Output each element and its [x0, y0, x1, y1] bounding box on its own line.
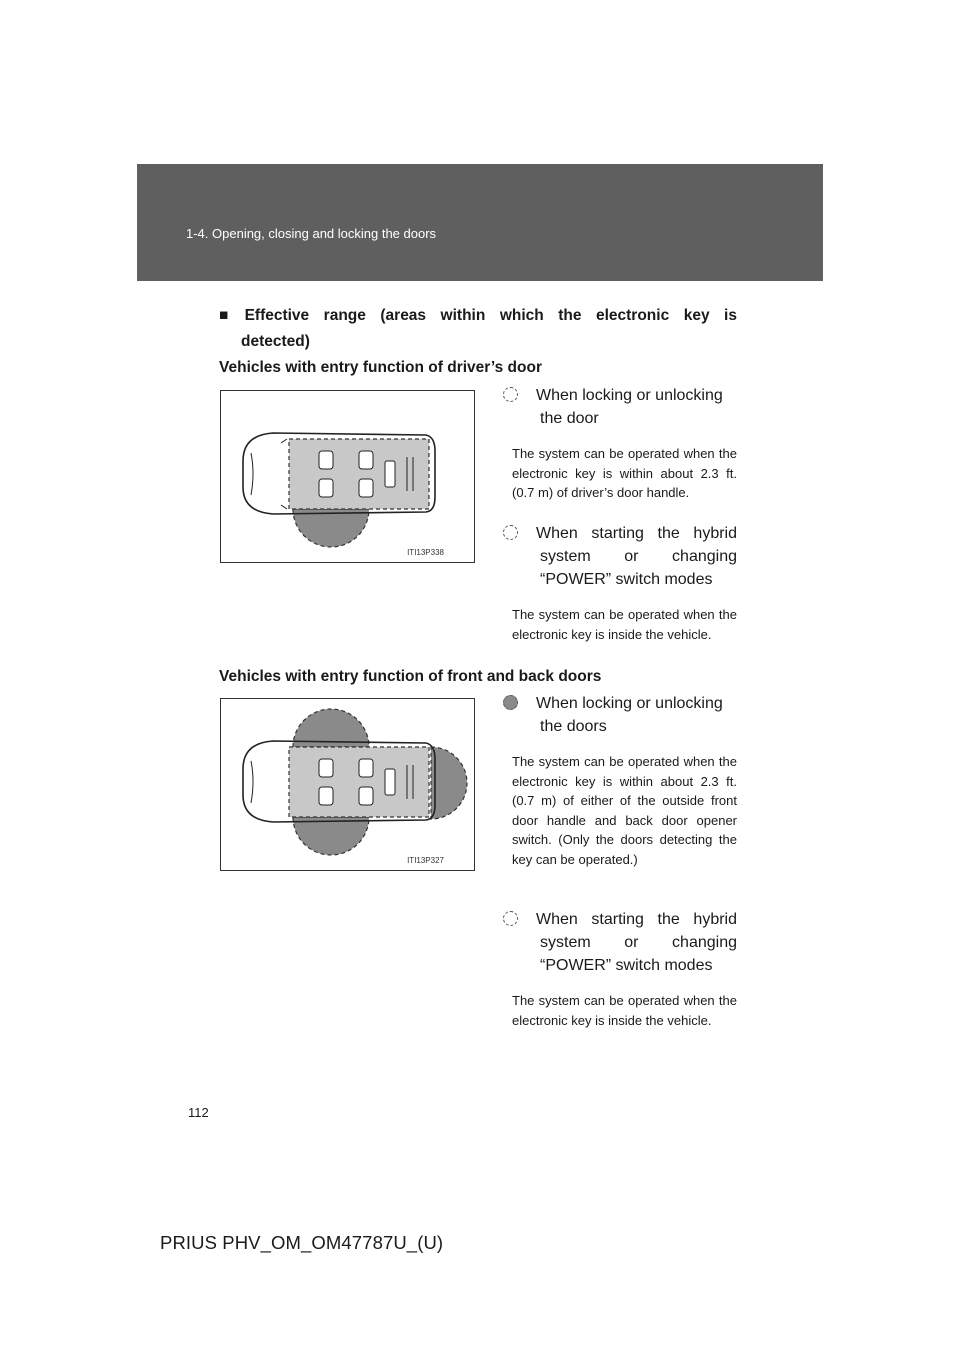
item-title: When starting the hybrid system or changing “POWER” switch modes	[536, 911, 737, 974]
subhead-front-back-doors: Vehicles with entry function of front and back doors	[219, 668, 602, 685]
range-heading	[219, 303, 737, 355]
section-title: 1-4. Opening, closing and locking the doors	[186, 226, 437, 241]
square-bullet-icon: ■	[219, 307, 239, 324]
seat-rear-right	[359, 479, 373, 497]
seat-rear-center	[385, 769, 395, 795]
item-desc: The system can be operated when the electronic key is within about 2.3 ft. (0.7 m) of driver’s door handle.	[512, 446, 737, 500]
seat-front-left	[319, 759, 333, 777]
seat-rear-left	[359, 451, 373, 469]
zone-marker-icon	[503, 911, 518, 926]
detection-zone-interior	[289, 439, 429, 509]
zone-marker-icon	[503, 695, 518, 710]
seat-rear-right	[359, 787, 373, 805]
subhead-driver-door: Vehicles with entry function of driver’s door	[219, 359, 542, 376]
item-lock-unlock-doors	[503, 692, 737, 869]
seat-front-left	[319, 451, 333, 469]
document-code: PRIUS PHV_OM_OM47787U_(U)	[160, 1232, 444, 1253]
header-band	[137, 164, 823, 281]
seat-front-right	[319, 479, 333, 497]
item-starting-doors	[503, 908, 737, 1030]
range-heading-line1: Effective range (areas within which the electronic key is	[244, 307, 737, 324]
zone-marker-icon	[503, 525, 518, 540]
figure-id: ITI13P338	[407, 548, 444, 557]
car-topview-icon	[221, 391, 474, 562]
zone-marker-icon	[503, 387, 518, 402]
detection-zone-front-right	[293, 817, 369, 855]
detection-zone-driver	[293, 509, 369, 547]
range-heading-line2: detected)	[241, 333, 310, 350]
seat-rear-left	[359, 759, 373, 777]
item-title: When locking or unlocking the doors	[536, 695, 723, 735]
figure-id: ITI13P327	[407, 856, 444, 865]
item-desc: The system can be operated when the electronic key is inside the vehicle.	[512, 607, 737, 642]
seat-front-right	[319, 787, 333, 805]
detection-zone-interior	[289, 747, 429, 817]
car-hood-line	[251, 453, 253, 495]
figure-driver-door-range	[220, 390, 475, 563]
item-desc: The system can be operated when the electronic key is within about 2.3 ft. (0.7 m) of either of the outside front door handle and back door opener switch. (Only the doors detecting the key can be operated.)	[512, 754, 737, 867]
car-topview-icon	[221, 699, 474, 870]
item-desc: The system can be operated when the electronic key is inside the vehicle.	[512, 993, 737, 1028]
item-lock-unlock-driver	[503, 384, 737, 503]
page-number: 112	[188, 1105, 209, 1120]
item-title: When locking or unlocking the door	[536, 387, 723, 427]
figure-front-back-range	[220, 698, 475, 871]
detection-zone-back-door	[431, 747, 467, 819]
item-title: When starting the hybrid system or changing “POWER” switch modes	[536, 525, 737, 588]
item-starting-driver	[503, 522, 737, 644]
seat-rear-center	[385, 461, 395, 487]
